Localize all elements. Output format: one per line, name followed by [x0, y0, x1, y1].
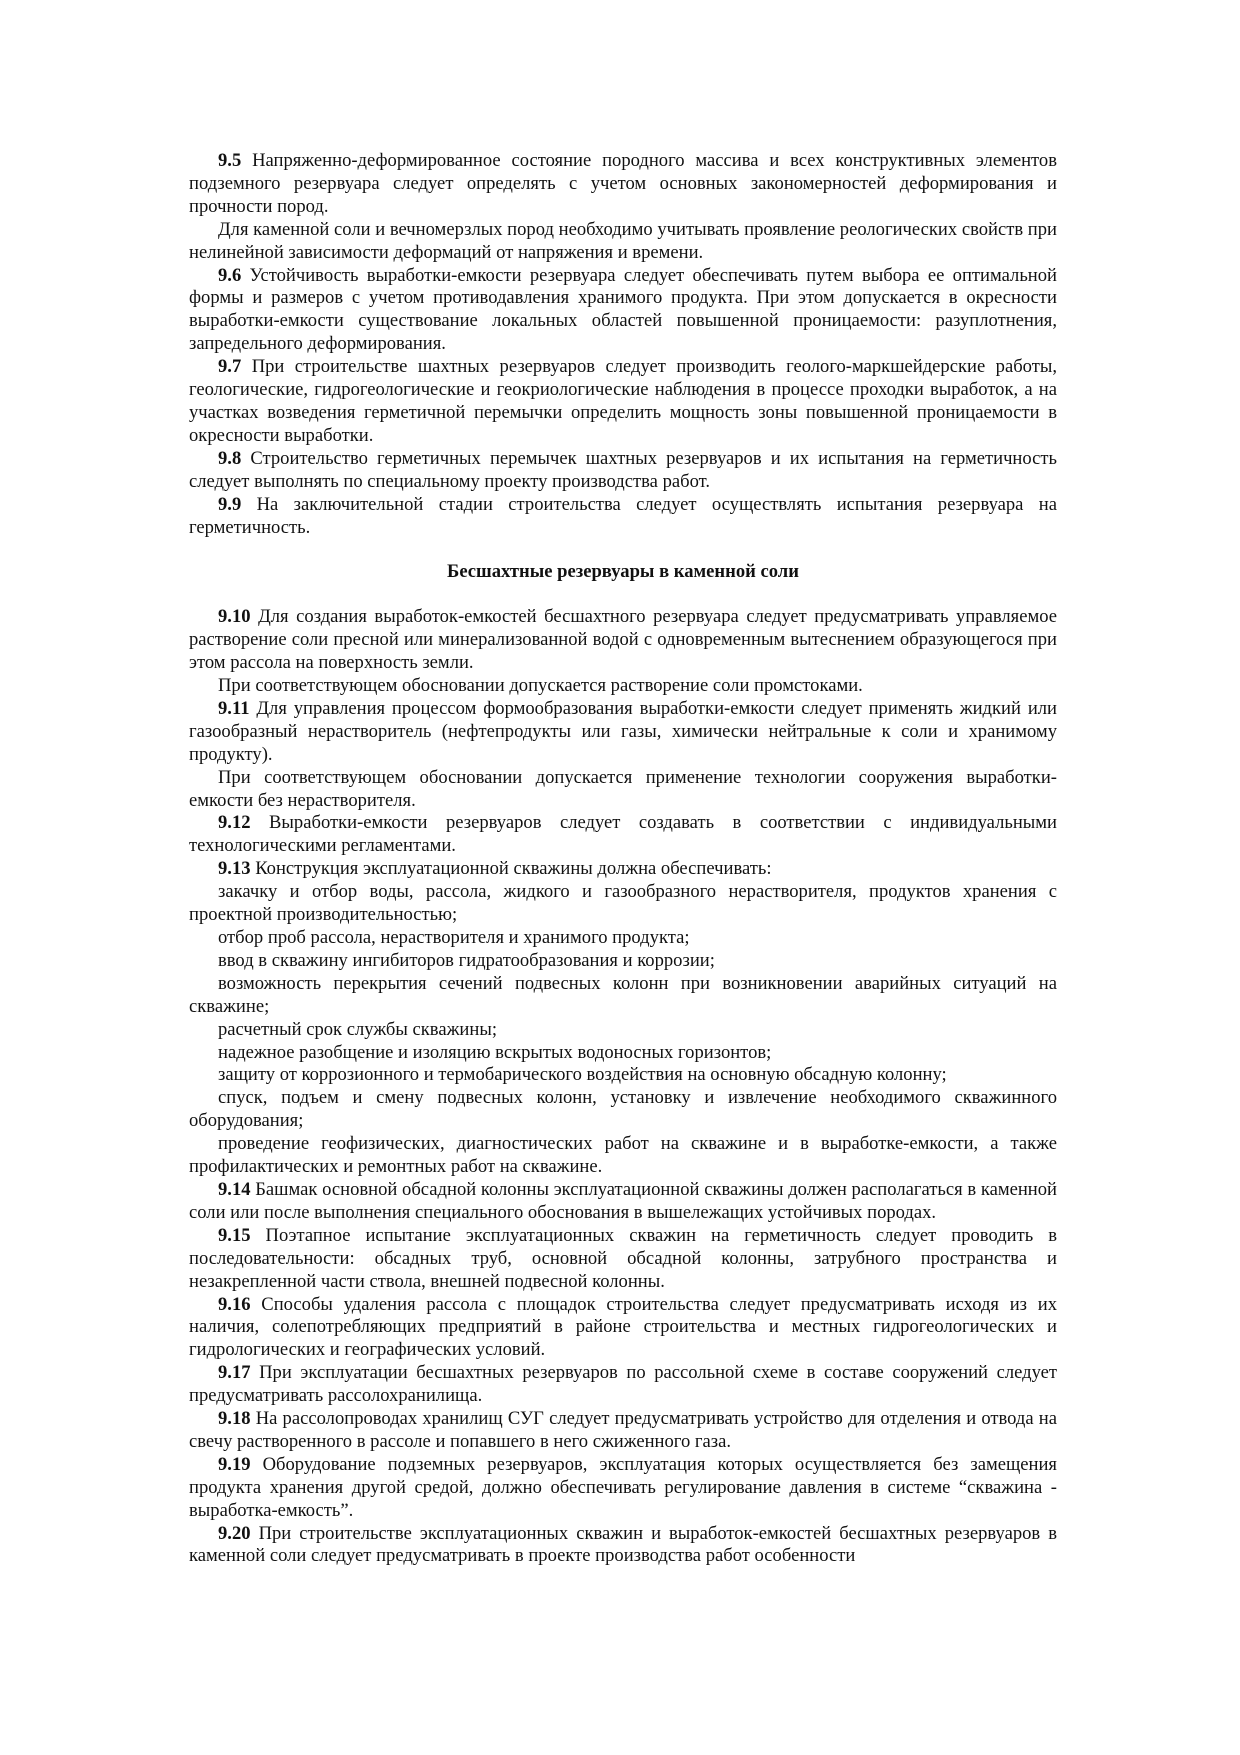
clause-number: 9.19: [218, 1453, 251, 1475]
clause-text: При соответствующем обосновании допускается применение технологии сооружения выработки-емкости без нерастворителя.: [189, 766, 1057, 811]
clause-text: надежное разобщение и изоляцию вскрытых водоносных горизонтов;: [218, 1041, 772, 1063]
clause-text: Поэтапное испытание эксплуатационных скважин на герметичность следует проводить в последовательности: обсадных труб, основной обсадной колонны, затрубного пространства и незакрепленной части ствола, внешней подвесной колонны.: [189, 1224, 1057, 1292]
clause-number: 9.14: [218, 1178, 251, 1200]
list-item: [189, 950, 1057, 973]
clause-text: ввод в скважину ингибиторов гидратообразования и коррозии;: [218, 949, 715, 971]
clause-text: На заключительной стадии строительства следует осуществлять испытания резервуара на герметичность.: [189, 493, 1057, 538]
section-heading: Бесшахтные резервуары в каменной соли: [447, 561, 799, 583]
clause-text: закачку и отбор воды, рассола, жидкого и газообразного нерастворителя, продуктов хранения с проектной производительностью;: [189, 881, 1057, 926]
paragraph-9-14: [189, 1179, 1057, 1225]
paragraph-9-16: [189, 1294, 1057, 1363]
paragraph-9-11: [189, 698, 1057, 767]
list-item: [189, 1133, 1057, 1179]
clause-number: 9.12: [218, 812, 251, 834]
clause-text: Конструкция эксплуатационной скважины должна обеспечивать:: [250, 858, 772, 880]
clause-number: 9.20: [218, 1522, 251, 1544]
section-shaftless-reservoirs: [189, 606, 1057, 1568]
paragraph-9-7: [189, 356, 1057, 448]
paragraph: [189, 219, 1057, 265]
clause-text: При эксплуатации бесшахтных резервуаров по рассольной схеме в составе сооружений следует предусматривать рассолохранилища.: [189, 1362, 1057, 1407]
list-item: [189, 1019, 1057, 1042]
clause-number: 9.8: [218, 447, 242, 469]
paragraph-9-19: [189, 1454, 1057, 1523]
clause-text: На рассолопроводах хранилищ СУГ следует предусматривать устройство для отделения и отвода на свечу растворенного в рассоле и попавшего в него сжиженного газа.: [189, 1408, 1057, 1452]
list-item: [189, 973, 1057, 1019]
clause-text: Для создания выработок-емкостей бесшахтного резервуара следует предусматривать управляемое растворение соли пресной или минерализованной водой с одновременным вытеснением образующегося при этом рассола на поверхность земли.: [189, 606, 1057, 674]
clause-text: Выработки-емкости резервуаров следует создавать в соответствии с индивидуальными технологическими регламентами.: [189, 812, 1057, 857]
clause-number: 9.13: [218, 858, 251, 880]
paragraph-9-9: [189, 494, 1057, 540]
paragraph-9-13: [189, 858, 1057, 881]
paragraph-9-12: [189, 812, 1057, 858]
paragraph-9-10: [189, 606, 1057, 675]
clause-text: Устойчивость выработки-емкости резервуара следует обеспечивать путем выбора ее оптимальной формы и размеров с учетом противодавления хранимого продукта. При этом допускается в окресности выработки-емкости существование локальных областей повышенной проницаемости: разуплотнения, запредельного деформирования.: [189, 264, 1057, 355]
paragraph: [189, 767, 1057, 813]
clause-number: 9.6: [218, 264, 242, 286]
list-item: [189, 927, 1057, 950]
document-page: [189, 150, 1057, 1568]
paragraph-9-5: [189, 150, 1057, 219]
paragraph-9-8: [189, 448, 1057, 494]
clause-text: Напряженно-деформированное состояние породного массива и всех конструктивных элементов подземного резервуара следует определять с учетом основных закономерностей деформирования и прочности пород.: [189, 150, 1057, 217]
list-item: [189, 1064, 1057, 1087]
clause-text: При строительстве шахтных резервуаров следует производить геолого-маркшейдерские работы, геологические, гидрогеологические и геокриологические наблюдения в процессе проходки выработок, а на участках возведения герметичной перемычки определить мощность зоны повышенной проницаемости в окресности выработки.: [189, 356, 1057, 446]
clause-text: Оборудование подземных резервуаров, эксплуатация которых осуществляется без замещения продукта хранения другой средой, должно обеспечивать регулирование давления в системе “скважина - выработка-емкость”.: [189, 1453, 1057, 1521]
section-shaft-reservoirs: [189, 150, 1057, 539]
clause-number: 9.18: [218, 1408, 251, 1430]
clause-text: расчетный срок службы скважины;: [218, 1018, 497, 1040]
clause-text: Для управления процессом формообразования выработки-емкости следует применять жидкий или газообразный нерастворитель (нефтепродукты или газы, химически нейтральные к соли и хранимому продукту).: [189, 697, 1057, 765]
clause-number: 9.17: [218, 1362, 251, 1384]
clause-number: 9.7: [218, 356, 242, 378]
clause-number: 9.10: [218, 606, 251, 628]
list-item: [189, 1042, 1057, 1065]
clause-number: 9.11: [218, 697, 250, 719]
clause-text: возможность перекрытия сечений подвесных колонн при возникновении аварийных ситуаций на скважине;: [189, 972, 1057, 1017]
paragraph-9-17: [189, 1362, 1057, 1408]
paragraph-9-15: [189, 1225, 1057, 1294]
list-item: [189, 881, 1057, 927]
clause-number: 9.15: [218, 1224, 251, 1246]
clause-text: отбор проб рассола, нерастворителя и хранимого продукта;: [218, 927, 690, 948]
clause-text: защиту от коррозионного и термобарического воздействия на основную обсадную колонну;: [218, 1064, 947, 1086]
clause-text: Строительство герметичных перемычек шахтных резервуаров и их испытания на герметичность следует выполнять по специальному проекту производства работ.: [189, 447, 1057, 492]
clause-text: Для каменной соли и вечномерзлых пород необходимо учитывать проявление реологических свойств при нелинейной зависимости деформаций от напряжения и времени.: [189, 218, 1057, 263]
paragraph-9-20: [189, 1523, 1057, 1569]
paragraph-9-18: [189, 1408, 1057, 1454]
clause-number: 9.5: [218, 150, 242, 171]
clause-text: спуск, подъем и смену подвесных колонн, установку и извлечение необходимого скважинного оборудования;: [189, 1087, 1057, 1132]
clause-text: При строительстве эксплуатационных скважин и выработок-емкостей бесшахтных резервуаров в каменной соли следует предусматривать в проекте производства работ особенности: [189, 1522, 1057, 1567]
paragraph: [189, 675, 1057, 698]
list-item: [189, 1087, 1057, 1133]
clause-number: 9.9: [218, 493, 242, 515]
clause-text: Башмак основной обсадной колонны эксплуатационной скважины должен располагаться в каменной соли или после выполнения специального обоснования в вышележащих устойчивых породах.: [189, 1178, 1057, 1223]
clause-text: проведение геофизических, диагностических работ на скважине и в выработке-емкости, а также профилактических и ремонтных работ на скважине.: [189, 1133, 1057, 1178]
clause-text: При соответствующем обосновании допускается растворение соли промстоками.: [218, 675, 863, 697]
clause-number: 9.16: [218, 1293, 251, 1315]
paragraph-9-6: [189, 265, 1057, 357]
clause-text: Способы удаления рассола с площадок строительства следует предусматривать исходя из их наличия, солепотребляющих предприятий в районе строительства и местных гидрогеологических и гидрологических и географических условий.: [189, 1293, 1057, 1361]
